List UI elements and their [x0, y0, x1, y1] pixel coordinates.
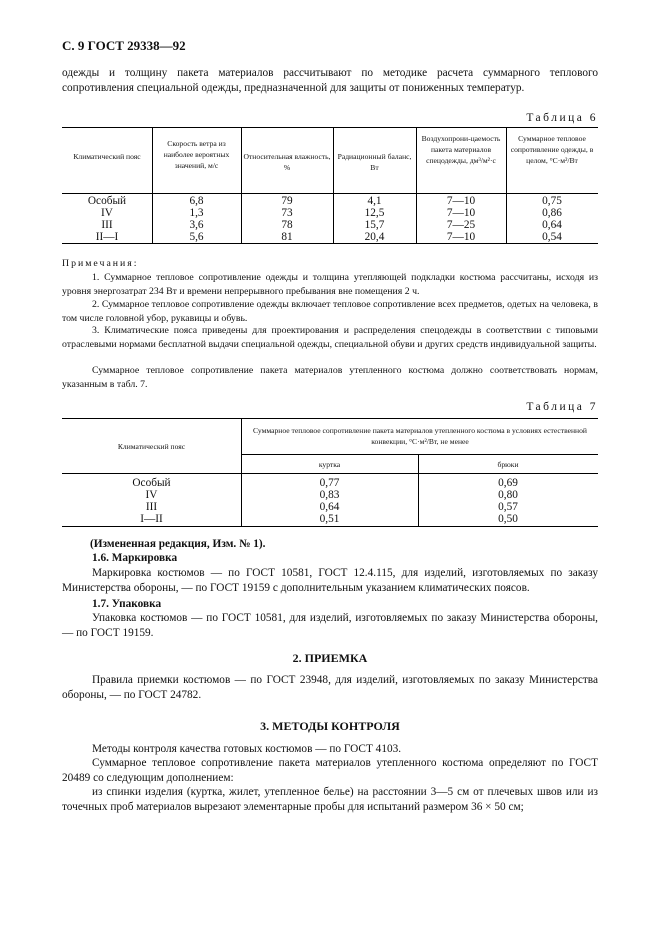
table7-caption: Таблица 7 [526, 401, 598, 413]
section-3-para-3: из спинки изделия (куртка, жилет, утепленное белье) на расстоянии 3—5 см от плечевых швов или из точечных проб материалов вырезают элементарные пробы для испытаний размером 36 × 50 см; [62, 786, 598, 813]
t6-header-permeability: Воздухопрони-цаемость пакета материалов спецодежды, дм³/м²·с [421, 134, 501, 165]
note-3: 3. Климатические пояса приведены для проектирования и распределения спецодежды в соответствии с типовыми отраслевыми нормами бесплатной выдачи специальной одежды, специальной обуви и других средств индивидуальной защиты. [62, 325, 598, 350]
section-2-title: 2. ПРИЕМКА [292, 651, 368, 665]
t6-header-humidity: Относительная влажность, % [243, 152, 331, 172]
t7-col-zone: Особый IV III I—II [132, 477, 171, 525]
section-3-para-2: Суммарное тепловое сопротивление пакета материалов утепленного костюма определяют по ГОСТ 20489 со следующим дополнением: [62, 757, 598, 784]
section-1-7-text: Упаковка костюмов — по ГОСТ 10581, для изделий, изготовляемых по заказу Министерства обороны, — по ГОСТ 19159. [62, 612, 598, 639]
t7-header-span: Суммарное тепловое сопротивление пакета материалов утепленного костюма в условиях естественной конвекции, °С·м²/Вт, не менее [253, 426, 587, 446]
para-before-table7: Суммарное тепловое сопротивление пакета материалов утепленного костюма должно соответствовать нормам, указанным в табл. 7. [62, 365, 598, 390]
amended-note: (Измененная редакция, Изм. № 1). [90, 538, 266, 550]
intro-paragraph: одежды и толщину пакета материалов рассчитывают по методике расчета суммарного теплового сопротивления специальной одежды, предназначенной для защиты от пониженных температур. [62, 67, 598, 94]
t6-col-zone: Особый IV III II—I [87, 195, 127, 243]
t6-col-wind: 6,8 1,3 3,6 5,6 [189, 195, 204, 243]
t6-col-humidity: 79 73 78 81 [281, 195, 293, 243]
t6-col-thermal: 0,75 0,86 0,64 0,54 [542, 195, 562, 243]
t7-header-zone: Климатический пояс [117, 442, 186, 451]
t6-col-radiation: 4,1 12,5 15,7 20,4 [364, 195, 385, 243]
section-3-title: 3. МЕТОДЫ КОНТРОЛЯ [260, 719, 400, 733]
section-1-6-text: Маркировка костюмов — по ГОСТ 10581, ГОСТ 12.4.115, для изделий, изготовляемых по заказу Министерства обороны, — по ГОСТ 19159 с дополнительным указанием климатических поясов. [62, 567, 598, 594]
note-1: 1. Суммарное тепловое сопротивление одежды и толщина утепляющей подкладки костюма рассчитаны, исходя из уровня энергозатрат 234 Вт и времени непрерывного пребывания вне помещения 2 ч. [62, 272, 598, 297]
note-2: 2. Суммарное тепловое сопротивление одежды включает тепловое сопротивление всех предметов, одетых на человека, в том числе головной убор, рукавицы и обувь. [62, 299, 598, 324]
table6-caption: Таблица 6 [526, 112, 598, 124]
page-header: С. 9 ГОСТ 29338—92 [62, 38, 186, 53]
t7-col-trousers: 0,69 0,80 0,57 0,50 [498, 477, 518, 525]
t6-header-zone: Климатический пояс [73, 152, 141, 161]
t7-col-jacket: 0,77 0,83 0,64 0,51 [319, 477, 340, 525]
section-1-6-title: 1.6. Маркировка [92, 552, 178, 564]
t7-header-jacket: куртка [318, 460, 341, 469]
t6-header-radiation: Радиационный баланс, Вт [337, 152, 412, 172]
t7-header-trousers: брюки [497, 460, 519, 469]
t6-header-wind: Скорость ветра из наиболее вероятных значений, м/с [163, 139, 230, 170]
section-1-7-title: 1.7. Упаковка [92, 598, 162, 610]
notes-title: Примечания: [62, 258, 139, 269]
section-2-text: Правила приемки костюмов — по ГОСТ 23948, для изделий, изготовляемых по заказу Министерства обороны, — по ГОСТ 24782. [62, 674, 598, 701]
section-3-para-1: Методы контроля качества готовых костюмов — по ГОСТ 4103. [92, 743, 402, 755]
t6-col-permeability: 7—10 7—10 7—25 7—10 [446, 195, 476, 243]
t6-header-thermal: Суммарное тепловое сопротивление одежды, в целом, °С·м²/Вт [510, 134, 594, 165]
